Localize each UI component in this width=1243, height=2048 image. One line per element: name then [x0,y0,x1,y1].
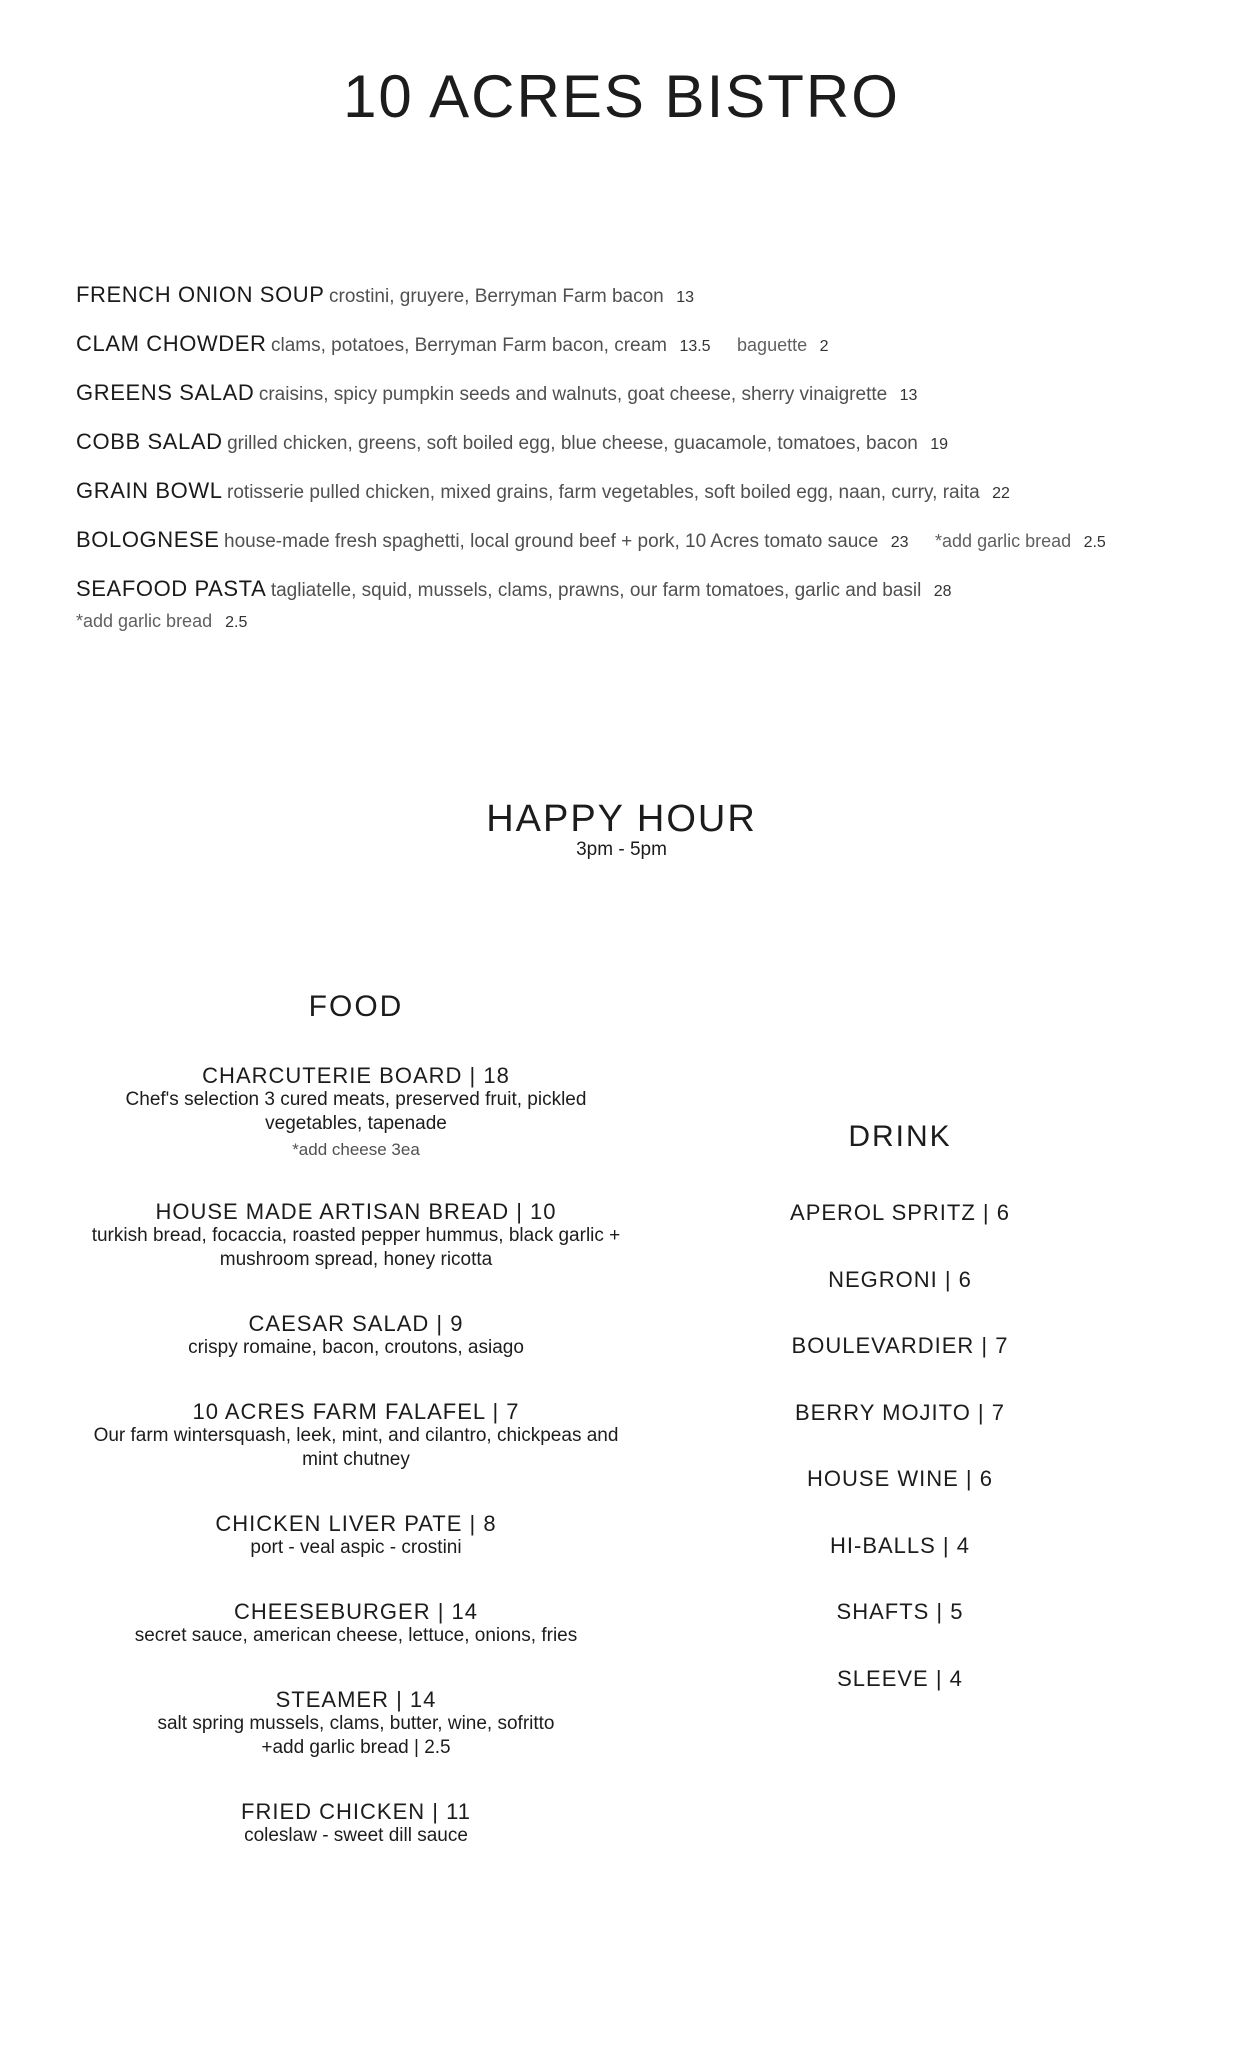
food-item-description: turkish bread, focaccia, roasted pepper hummus, black garlic + mushroom spread, honey ricotta [91,1225,621,1270]
dish-price: 13.5 [679,338,711,355]
menu-item-bolognese [76,527,1236,576]
dish-description: tagliatelle, squid, mussels, clams, prawns, our farm tomatoes, garlic and basil [270,580,922,601]
drink-item-house-wine: HOUSE WINE | 6 [807,1466,993,1491]
happy-hour-time: 3pm - 5pm [576,839,667,860]
drink-item-shafts: SHAFTS | 5 [836,1599,964,1624]
menu-item-greens-salad [76,380,1236,429]
extra-label: *add garlic bread [76,611,213,631]
drink-item-aperol-spritz: APEROL SPRITZ | 6 [790,1200,1010,1225]
food-item-name: CHICKEN LIVER PATE | 8 [215,1511,497,1536]
menu-item-clam-chowder [76,331,1236,380]
food-item-description: crispy romaine, bacon, croutons, asiago [188,1337,524,1358]
food-item-falafel [76,1400,636,1472]
dish-name: BOLOGNESE [76,527,220,552]
dish-extra: *add garlic bread [935,531,1072,551]
dish-price: 22 [992,485,1010,502]
dish-price: 23 [890,534,909,551]
food-item-description: Our farm wintersquash, leek, mint, and cilantro, chickpeas and mint chutney [93,1425,619,1470]
dish-description: crostini, gruyere, Berryman Farm bacon [329,286,664,307]
drink-item-boulevardier: BOULEVARDIER | 7 [791,1333,1009,1358]
food-item-name: FRIED CHICKEN | 11 [241,1799,471,1824]
food-item-name: CAESAR SALAD | 9 [248,1311,464,1336]
food-item-caesar-salad [76,1312,636,1360]
food-item-charcuterie-board [76,1064,636,1160]
drink-heading: DRINK [848,1120,952,1153]
menu-item-grain-bowl [76,478,1236,527]
food-item-description: secret sauce, american cheese, lettuce, onions, fries [134,1625,578,1646]
bistro-menu [76,282,1236,632]
food-item-description: salt spring mussels, clams, butter, wine, sofritto +add garlic bread | 2.5 [157,1713,555,1758]
dish-name: FRENCH ONION SOUP [76,282,325,307]
food-item-extra: *add cheese 3ea [292,1140,420,1159]
dish-price: 13 [899,387,918,404]
food-item-cheeseburger [76,1600,636,1648]
dish-description: house-made fresh spaghetti, local ground beef + pork, 10 Acres tomato sauce [224,531,879,552]
dish-name: GREENS SALAD [76,380,255,405]
dish-price: 19 [930,436,949,453]
dish-name: COBB SALAD [76,429,223,454]
dish-name: SEAFOOD PASTA [76,576,267,601]
food-item-description: port - veal aspic - crostini [250,1537,462,1558]
menu-title: 10 ACRES BISTRO [343,63,900,130]
dish-extra-price: 2 [819,338,829,355]
dish-description: clams, potatoes, Berryman Farm bacon, cream [271,335,667,356]
food-item-steamer [76,1688,636,1760]
dish-extra: baguette [737,335,808,355]
dish-price: 28 [933,583,952,600]
food-item-name: 10 ACRES FARM FALAFEL | 7 [192,1399,520,1424]
dish-name: CLAM CHOWDER [76,331,267,356]
food-item-chicken-liver-pate [76,1512,636,1560]
menu-item-cobb-salad [76,429,1236,478]
dish-description: grilled chicken, greens, soft boiled egg, blue cheese, guacamole, tomatoes, bacon [227,433,918,454]
menu-item-french-onion-soup [76,282,1236,331]
food-item-name: STEAMER | 14 [275,1687,437,1712]
extra-price: 2.5 [225,614,248,631]
seafood-pasta-extra [76,611,1236,632]
food-heading: FOOD [308,990,404,1023]
food-item-name: HOUSE MADE ARTISAN BREAD | 10 [155,1199,557,1224]
dish-price: 13 [676,289,694,306]
happy-hour-header [0,798,1243,861]
dish-name: GRAIN BOWL [76,478,223,503]
food-item-name: CHARCUTERIE BOARD | 18 [202,1063,510,1088]
food-item-description: Chef's selection 3 cured meats, preserved fruit, pickled vegetables, tapenade [125,1089,587,1134]
food-item-description: coleslaw - sweet dill sauce [244,1825,468,1846]
food-item-artisan-bread [76,1200,636,1272]
drink-section [700,1120,1100,1732]
drink-item-berry-mojito: BERRY MOJITO | 7 [795,1399,1005,1425]
happy-hour-title: HAPPY HOUR [486,798,757,840]
food-item-fried-chicken [76,1800,636,1848]
drink-item-sleeve: SLEEVE | 4 [837,1665,963,1691]
dish-description: rotisserie pulled chicken, mixed grains, farm vegetables, soft boiled egg, naan, curry, raita [227,482,980,503]
drink-item-negroni: NEGRONI | 6 [828,1266,972,1292]
food-item-name: CHEESEBURGER | 14 [233,1599,478,1624]
dish-extra-price: 2.5 [1083,534,1106,551]
drink-item-hi-balls: HI-BALLS | 4 [830,1532,970,1558]
food-section [76,990,636,1888]
dish-description: craisins, spicy pumpkin seeds and walnuts, goat cheese, sherry vinaigrette [258,384,888,405]
